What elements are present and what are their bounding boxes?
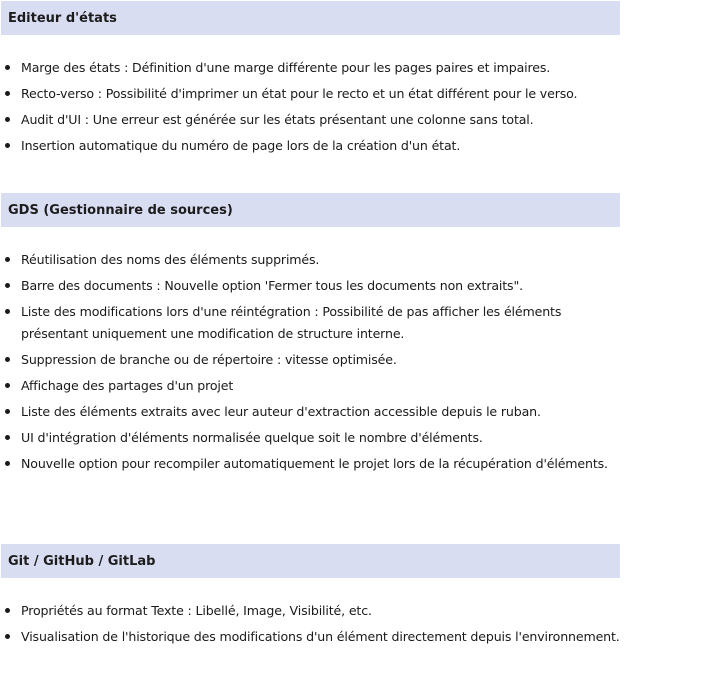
list-item: Propriétés au format Texte : Libellé, Image, Visibilité, etc.: [0, 600, 620, 622]
list-item: Suppression de branche ou de répertoire : vitesse optimisée.: [0, 349, 620, 371]
list-item: Affichage des partages d'un projet: [0, 375, 620, 397]
list-item: Réutilisation des noms des éléments supprimés.: [0, 249, 620, 271]
section-title: Git / GitHub / GitLab: [8, 553, 156, 569]
list-item: Audit d'UI : Une erreur est générée sur les états présentant une colonne sans total.: [0, 109, 620, 131]
list-item: Barre des documents : Nouvelle option 'Fermer tous les documents non extraits".: [0, 275, 620, 297]
list-item: Marge des états : Définition d'une marge différente pour les pages paires et impaires.: [0, 57, 620, 79]
list-item: Insertion automatique du numéro de page lors de la création d'un état.: [0, 135, 620, 157]
section-title: GDS (Gestionnaire de sources): [8, 202, 233, 218]
list-item: UI d'intégration d'éléments normalisée quelque soit le nombre d'éléments.: [0, 427, 620, 449]
section-header-gds: [1, 193, 620, 227]
section-header-editeur-etats: [1, 1, 620, 35]
section-list-editeur-etats: [0, 57, 620, 161]
list-item: Liste des modifications lors d'une réintégration : Possibilité de pas afficher les éléments présentant uniquement une modification de structure interne.: [0, 301, 620, 345]
section-header-git: [1, 544, 620, 578]
section-list-git: [0, 600, 620, 652]
list-item: Recto-verso : Possibilité d'imprimer un état pour le recto et un état différent pour le verso.: [0, 83, 620, 105]
list-item: Nouvelle option pour recompiler automatiquement le projet lors de la récupération d'éléments.: [0, 453, 620, 475]
list-item: Liste des éléments extraits avec leur auteur d'extraction accessible depuis le ruban.: [0, 401, 620, 423]
section-title: Editeur d'états: [8, 10, 117, 26]
list-item: Visualisation de l'historique des modifications d'un élément directement depuis l'environnement.: [0, 626, 620, 648]
section-list-gds: [0, 249, 620, 479]
